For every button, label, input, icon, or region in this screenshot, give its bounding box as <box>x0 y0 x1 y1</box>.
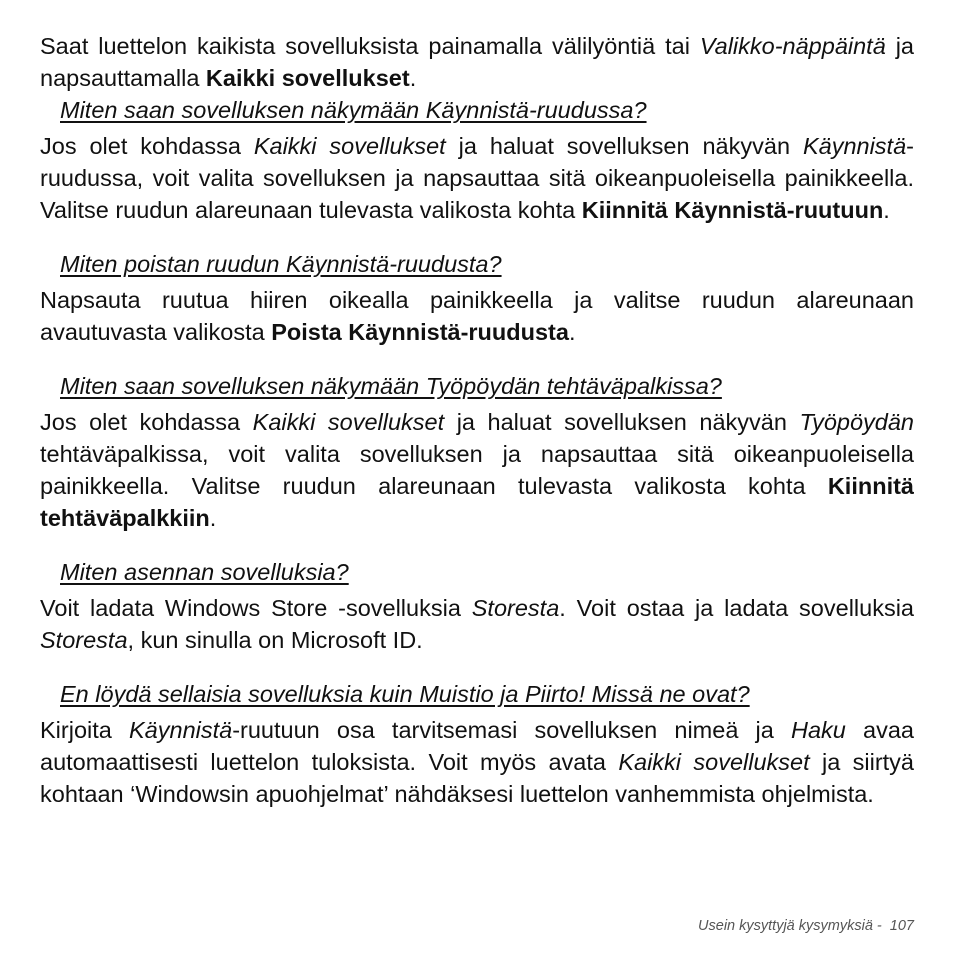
faq-answer <box>40 406 914 534</box>
answer-italic: Kaikki sovellukset <box>252 409 445 435</box>
faq-answer <box>40 284 914 348</box>
intro-text-2: ja napsauttamalla <box>40 33 914 91</box>
faq-answer <box>40 714 914 810</box>
intro-text-1: Saat luettelon kaikista sovelluksista painamalla välilyöntiä tai <box>40 33 700 59</box>
answer-italic: Käynnistä <box>129 717 233 743</box>
answer-italic: Käynnistä <box>802 133 907 159</box>
faq-section-install-apps <box>40 556 914 656</box>
answer-text: -ruudussa, voit valita sovelluksen ja napsauttaa sitä oikeanpuoleisella painikkeella. Valitse ruudun alareunaan tulevasta valikosta kohta <box>40 133 914 223</box>
answer-italic: Storesta <box>40 627 128 653</box>
faq-question: En löydä sellaisia sovelluksia kuin Muistio ja Piirto! Missä ne ovat? <box>60 681 750 707</box>
answer-bold: Kiinnitä Käynnistä-ruutuun <box>581 197 884 223</box>
answer-text: Jos olet kohdassa <box>40 133 254 159</box>
faq-answer <box>40 130 914 226</box>
intro-bold-all-apps: Kaikki sovellukset <box>205 65 410 91</box>
answer-italic: Haku <box>791 717 846 743</box>
answer-text: , kun sinulla on Microsoft ID. <box>127 627 423 653</box>
faq-question: Miten poistan ruudun Käynnistä-ruudusta? <box>60 251 502 277</box>
intro-italic-menu-key: Valikko-näppäintä <box>699 33 886 59</box>
faq-question: Miten asennan sovelluksia? <box>60 559 349 585</box>
answer-text: . Voit ostaa ja ladata sovelluksia <box>559 595 915 621</box>
answer-italic: Työpöydän <box>799 409 914 435</box>
answer-bold: Kiinnitä tehtäväpalkkiin <box>40 473 914 531</box>
faq-section-find-accessories <box>40 678 914 810</box>
faq-question: Miten saan sovelluksen näkymään Käynnistä-ruudussa? <box>60 97 647 123</box>
faq-section-remove-tile <box>40 248 914 348</box>
faq-section-pin-start <box>40 94 914 226</box>
answer-text: . <box>209 505 217 531</box>
answer-text: . <box>568 319 576 345</box>
faq-section-pin-taskbar <box>40 370 914 534</box>
answer-italic: Storesta <box>471 595 560 621</box>
answer-italic: Kaikki sovellukset <box>253 133 446 159</box>
faq-answer <box>40 592 914 656</box>
answer-text: Jos olet kohdassa <box>40 409 253 435</box>
answer-text: Napsauta ruutua hiiren oikealla painikkeella ja valitse ruudun alareunaan avautuvasta valikosta <box>40 287 914 345</box>
answer-text: ja haluat sovelluksen näkyvän <box>444 409 800 435</box>
answer-text: ja siirtyä kohtaan ‘Windowsin apuohjelmat’ nähdäksesi luettelon vanhemmista ohjelmista. <box>40 749 915 807</box>
answer-text: Kirjoita <box>40 717 129 743</box>
answer-text: ja haluat sovelluksen näkyvän <box>445 133 803 159</box>
answer-italic: Kaikki sovellukset <box>618 749 810 775</box>
answer-text: Voit ladata Windows Store -sovelluksia <box>40 595 472 621</box>
intro-text-3: . <box>409 65 417 91</box>
answer-bold: Poista Käynnistä-ruudusta <box>271 319 569 345</box>
page-footer: Usein kysyttyjä kysymyksiä - 107 <box>698 918 914 934</box>
intro-paragraph <box>40 30 914 94</box>
page-content <box>40 30 914 832</box>
answer-text: -ruutuun osa tarvitsemasi sovelluksen nimeä ja <box>232 717 791 743</box>
answer-text: . <box>883 197 890 223</box>
faq-question: Miten saan sovelluksen näkymään Työpöydän tehtäväpalkissa? <box>60 373 722 399</box>
answer-text: tehtäväpalkissa, voit valita sovelluksen ja napsauttaa sitä oikeanpuoleisella painikkeella. Valitse ruudun alareunaan tulevasta valikosta kohta <box>40 441 914 499</box>
answer-text: avaa automaattisesti luettelon tuloksista. Voit myös avata <box>40 717 914 775</box>
